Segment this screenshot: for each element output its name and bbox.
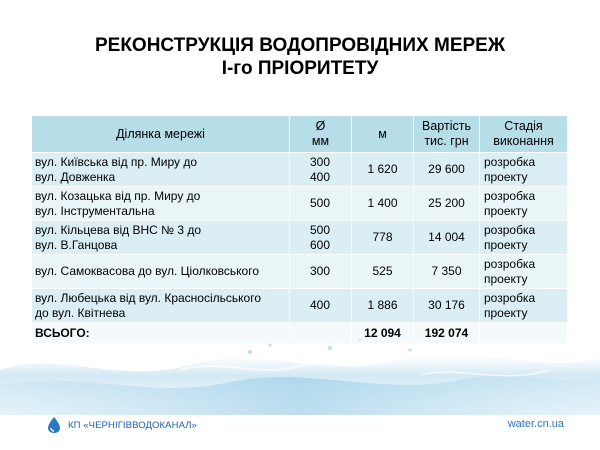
cell-diameter: 500 <box>290 187 352 221</box>
table-row <box>32 289 568 323</box>
table-total-row <box>32 323 568 344</box>
cell-section: вул. Любецька від вул. Красносільського до вул. Квітнева <box>32 289 290 323</box>
page-title <box>0 34 600 80</box>
cell-cost: 7 350 <box>414 255 480 289</box>
cell-section: вул. Київська від пр. Миру до вул. Довженка <box>32 153 290 187</box>
cell-length: 525 <box>352 255 414 289</box>
header-diameter: Ø мм <box>290 116 352 153</box>
cell-length: 1 886 <box>352 289 414 323</box>
cell-length: 778 <box>352 221 414 255</box>
cell-cost: 25 200 <box>414 187 480 221</box>
cell-length: 1 620 <box>352 153 414 187</box>
cell-diameter: 400 <box>290 289 352 323</box>
table-row <box>32 153 568 187</box>
total-diameter-empty <box>290 323 352 344</box>
company-logo <box>46 415 197 435</box>
table-row <box>32 187 568 221</box>
header-length: м <box>352 116 414 153</box>
cell-diameter: 300 <box>290 255 352 289</box>
cell-section: вул. Самоквасова до вул. Ціолковського <box>32 255 290 289</box>
cell-stage: розробка проекту <box>480 221 568 255</box>
total-label: ВСЬОГО: <box>32 323 290 344</box>
water-drop-icon <box>46 416 62 434</box>
header-cost: Вартість тис. грн <box>414 116 480 153</box>
cell-cost: 29 600 <box>414 153 480 187</box>
title-line-1: РЕКОНСТРУКЦІЯ ВОДОПРОВІДНИХ МЕРЕЖ <box>94 35 506 56</box>
cell-section: вул. Кільцева від ВНС № 3 до вул. В.Ганцова <box>32 221 290 255</box>
cell-stage: розробка проекту <box>480 153 568 187</box>
cell-cost: 14 004 <box>414 221 480 255</box>
website-link[interactable]: water.cn.ua <box>507 418 564 430</box>
total-cost: 192 074 <box>414 323 480 344</box>
company-name: КП «ЧЕРНІГІВВОДОКАНАЛ» <box>68 419 197 431</box>
total-stage-empty <box>480 323 568 344</box>
total-length: 12 094 <box>352 323 414 344</box>
table-header-row <box>32 116 568 153</box>
cell-length: 1 400 <box>352 187 414 221</box>
header-stage: Стадія виконання <box>480 116 568 153</box>
cell-diameter: 300 400 <box>290 153 352 187</box>
title-line-2: І-го ПРІОРИТЕТУ <box>221 58 379 79</box>
cell-diameter: 500 600 <box>290 221 352 255</box>
table-row <box>32 255 568 289</box>
cell-stage: розробка проекту <box>480 255 568 289</box>
cell-stage: розробка проекту <box>480 289 568 323</box>
cell-section: вул. Козацька від пр. Миру до вул. Інструментальна <box>32 187 290 221</box>
table-row <box>32 221 568 255</box>
cell-stage: розробка проекту <box>480 187 568 221</box>
pipeline-reconstruction-table <box>31 115 568 343</box>
cell-cost: 30 176 <box>414 289 480 323</box>
header-section: Ділянка мережі <box>32 116 290 153</box>
